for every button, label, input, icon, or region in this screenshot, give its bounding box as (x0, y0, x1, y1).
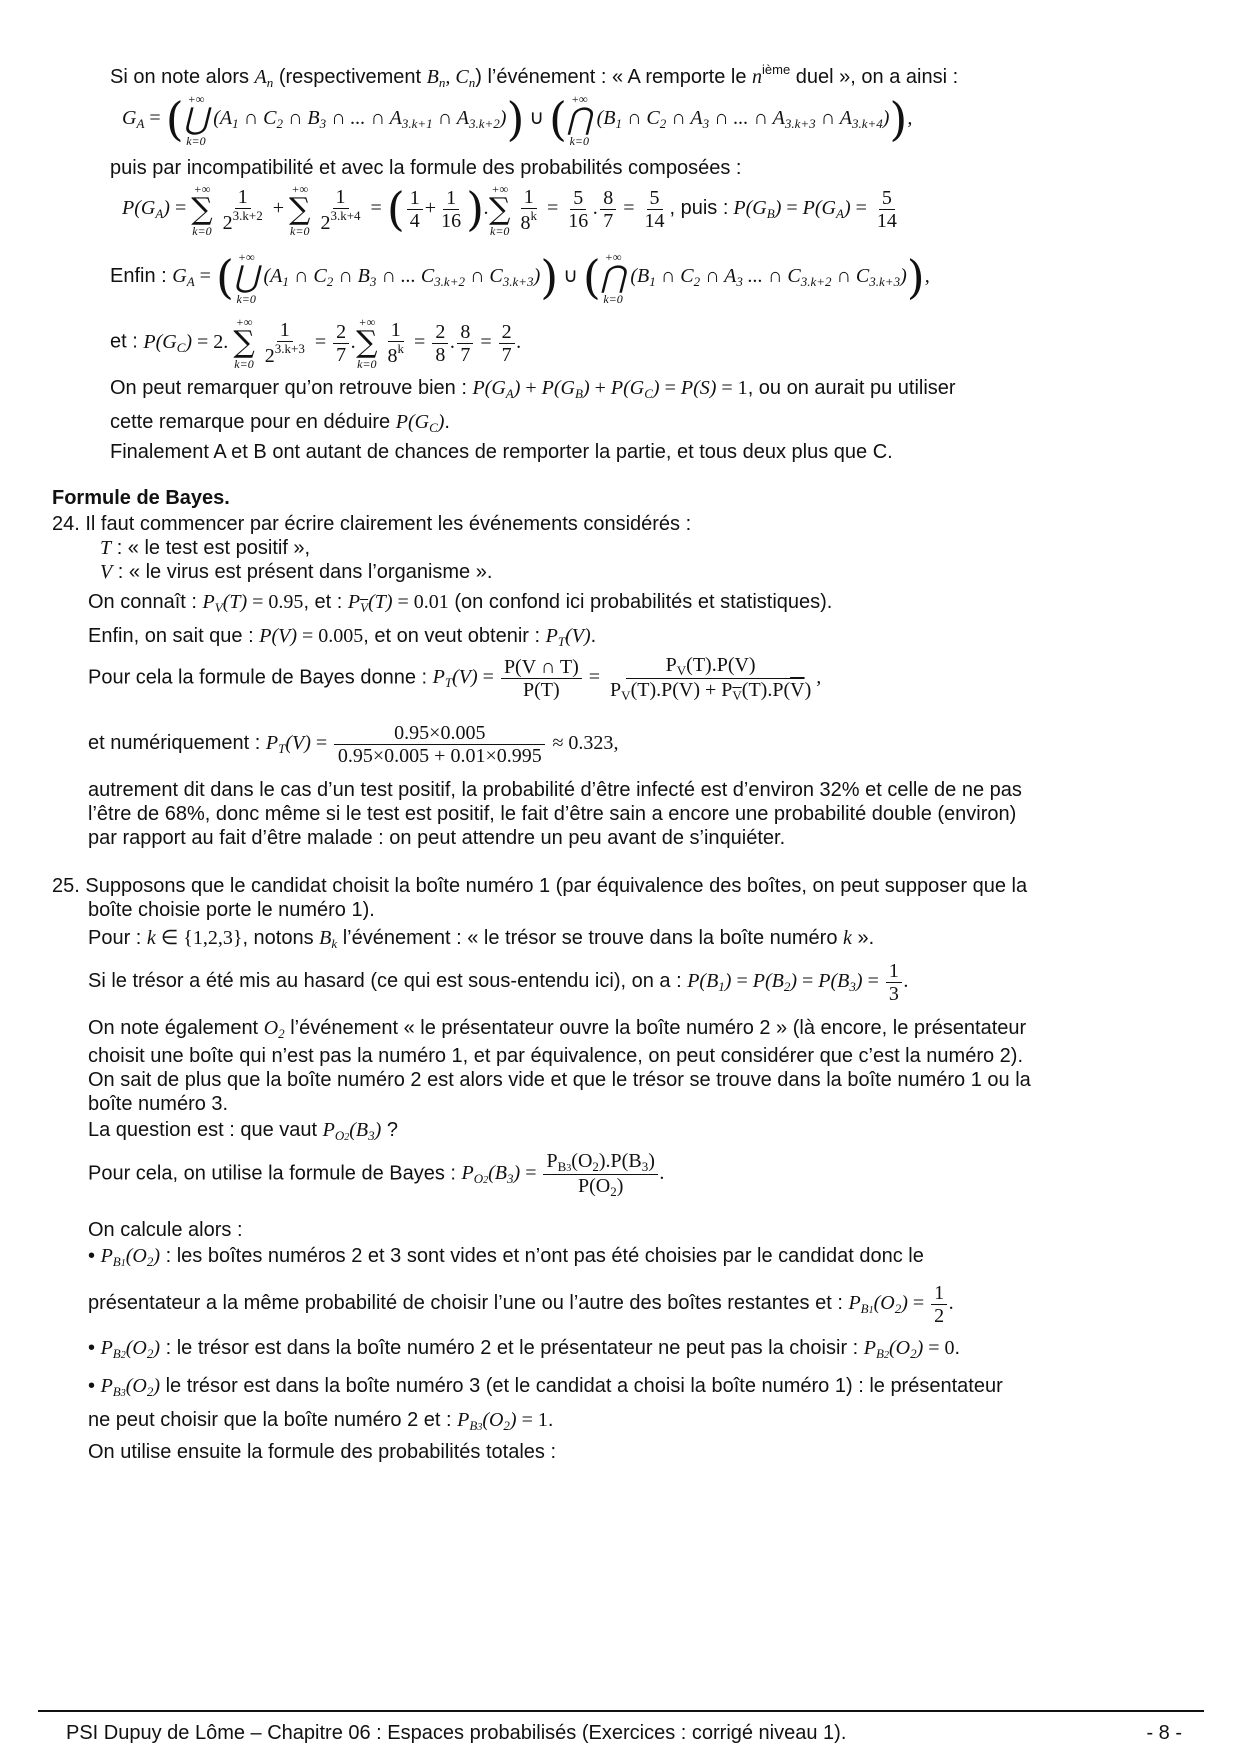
ex24-connait: On connaît : $P_V(T) = 0.95$, et : $P_{\overline{V}}(T) = 0.01$ (on confond ici probabilités et statistiques). (88, 591, 833, 615)
conclusion-line: Finalement A et B ont autant de chances de remporter la partie, et tous deux plus que C. (110, 441, 893, 463)
ex25-question: La question est : que vaut $P_{O2}(B_3)$ ? (88, 1119, 398, 1143)
ex25-note1: On note également $O_2$ l’événement « le présentateur ouvre la boîte numéro 2 » (là encore, le présentateur (88, 1017, 1027, 1041)
remarque-line: On peut remarquer qu’on retrouve bien : $P(G_A) + P(G_B) + P(G_C) = P(S) = 1$, ou on aurait pu utiliser (110, 377, 956, 401)
ex24-intro: 24. Il faut commencer par écrire clairement les événements considérés : (52, 513, 692, 535)
formula-enfin: Enfin : $G_A$ = ( +∞ ⋃ k=0 ($A_1$ ∩ $C_2$ ∩ $B_3$ ∩ ... $C_{3.k+2}$ ∩ $C_{3.k+3}$)) ∪ ( +∞ ⋂ k=0 ($B_1$ ∩ $C_2$ ∩ $A_3$ ... ∩ $C_{3.k+2}$ ∩ $C_{3.k+3}$)), (110, 249, 930, 306)
page-number: - 8 - (1146, 1722, 1182, 1744)
section-title: Formule de Bayes. (52, 487, 230, 509)
ex25-calcule: On calcule alors : (88, 1219, 243, 1241)
ex25-pour: Pour : k ∈ {1,2,3}, notons $B_k$ l’événement : « le trésor se trouve dans la boîte numéro k ». (88, 927, 875, 951)
bullet-icon: • (88, 1245, 96, 1267)
formula-ga-union: $G_A$ = ( +∞ ⋃ k=0 ($A_1$ ∩ $C_2$ ∩ $B_3$ ∩ ... ∩ $A_{3.k+1}$ ∩ $A_{3.k+2}$)) ∪ ( +∞ ⋂ k=0 ($B_1$ ∩ $C_2$ ∩ $A_3$ ∩ ... ∩ $A_{3.k+3}$ ∩ $A_{3.k+4}$)), (122, 91, 913, 148)
ex25-note3: choisit une boîte qui n’est pas la numéro 1, et par équivalence, on peut considérer que c’est la numéro 2). (88, 1045, 1024, 1067)
ex24-bayes: Pour cela la formule de Bayes donne : $P_T(V)$ = $\frac{P(V \cap T)}{P(T)}$ = $\frac{P_V(T).P(V)}{P_V(T).P(V) + P_{\overline{V}}(T).P(\overline{V})}$ , (88, 654, 822, 704)
intro-line: Si on note alors $A_n$ (respectivement $B_n$, $C_n$) l’événement : « A remporte le $n^{ième}$ duel », on a ainsi : (110, 62, 959, 90)
ex25-hasard: Si le trésor a été mis au hasard (ce qui est sous-entendu ici), on a : $P(B_1) = P(B_2) = P(B_3)$ = $\frac{1}{3}$ . (88, 960, 909, 1005)
bullet-icon: • (88, 1375, 96, 1397)
ex24-event-t: T : « le test est positif », (100, 537, 311, 559)
ex24-text1: autrement dit dans le cas d’un test positif, la probabilité d’être infecté est d’environ 32% et celle de ne pas (88, 779, 1022, 801)
ex25-bullet2: • $P_{B2}(O_2)$ : le trésor est dans la boîte numéro 2 et le présentateur ne peut pas la choisir : $P_{B2}(O_2) = 0$. (88, 1337, 961, 1361)
formula-pga: $P(G_A)$ = +∞ ∑ k=0 $\frac{1}{2^{3.k+2}}$ + +∞ ∑ k=0 $\frac{1}{2^{3.k+4}}$ = ( $\frac{1}{4}$ + $\frac{1}{16}$ ). +∞ ∑ k=0 $\frac{1}{8^k}$ = $\frac{5}{16}$ . $\frac{8}{7}$ = $\frac{5}{14}$ , puis : $P(G_B) = P(G_A)$ = $\frac{5}{14}$ (122, 181, 897, 238)
ex25-l1: 25. Supposons que le candidat choisit la boîte numéro 1 (par équivalence des boîtes, on peut supposer que la (52, 875, 1028, 897)
ex25-totales: On utilise ensuite la formule des probabilités totales : (88, 1441, 557, 1463)
footer-left: PSI Dupuy de Lôme – Chapitre 06 : Espaces probabilisés (Exercices : corrigé niveau 1). (66, 1722, 847, 1744)
ex25-l2: boîte choisie porte le numéro 1). (88, 899, 375, 921)
ex24-enfin: Enfin, on sait que : P(V) = 0.005, et on veut obtenir : $P_T(V)$. (88, 625, 597, 649)
ex25-bullet1b: présentateur a la même probabilité de choisir l’une ou l’autre des boîtes restantes et : $P_{B1}(O_2)$ = $\frac{1}{2}$ . (88, 1282, 955, 1327)
ex24-text3: par rapport au fait d’être malade : on peut attendre un peu avant de s’inquiéter. (88, 827, 786, 849)
bullet-icon: • (88, 1337, 96, 1359)
composees-line: puis par incompatibilité et avec la formule des probabilités composées : (110, 157, 742, 179)
formula-pgc: et : $P(G_C) = 2$. +∞ ∑ k=0 $\frac{1}{2^{3.k+3}}$ = $\frac{2}{7}$ . +∞ ∑ k=0 $\frac{1}{8^k}$ = $\frac{2}{8}$ . $\frac{8}{7}$ = $\frac{2}{7}$ . (110, 315, 522, 371)
footer (66, 1722, 1182, 1745)
ex25-bullet3b: ne peut choisir que la boîte numéro 2 et : $P_{B3}(O_2) = 1$. (88, 1409, 554, 1433)
ex25-note4: On sait de plus que la boîte numéro 2 est alors vide et que le trésor se trouve dans la boîte numéro 1 ou la (88, 1069, 1031, 1091)
ex24-numeric: et numériquement : $P_T(V)$ = $\frac{0.95\times 0.005}{0.95\times 0.005 + 0.01\times 0.995}$ ≈ 0.323, (88, 722, 619, 767)
remarque-line-2: cette remarque pour en déduire $P(G_C)$. (110, 411, 450, 435)
ex25-note5: boîte numéro 3. (88, 1093, 229, 1115)
ex25-bayes: Pour cela, on utilise la formule de Bayes : $P_{O2}(B_3)$ = $\frac{P_{B3}(O_2).P(B_3)}{P(O_2)}$ . (88, 1150, 665, 1200)
ex25-bullet1a: • $P_{B1}(O_2)$ : les boîtes numéros 2 et 3 sont vides et n’ont pas été choisies par le candidat donc le (88, 1245, 924, 1269)
footer-rule (38, 1710, 1204, 1712)
ex24-event-v: V : « le virus est présent dans l’organisme ». (100, 561, 493, 583)
ex24-text2: l’être de 68%, donc même si le test est positif, le fait d’être sain a encore une probabilité double (environ) (88, 803, 1017, 825)
ex25-bullet3a: • $P_{B3}(O_2)$ le trésor est dans la boîte numéro 3 (et le candidat a choisi la boîte numéro 1) : le présentateur (88, 1375, 1003, 1399)
